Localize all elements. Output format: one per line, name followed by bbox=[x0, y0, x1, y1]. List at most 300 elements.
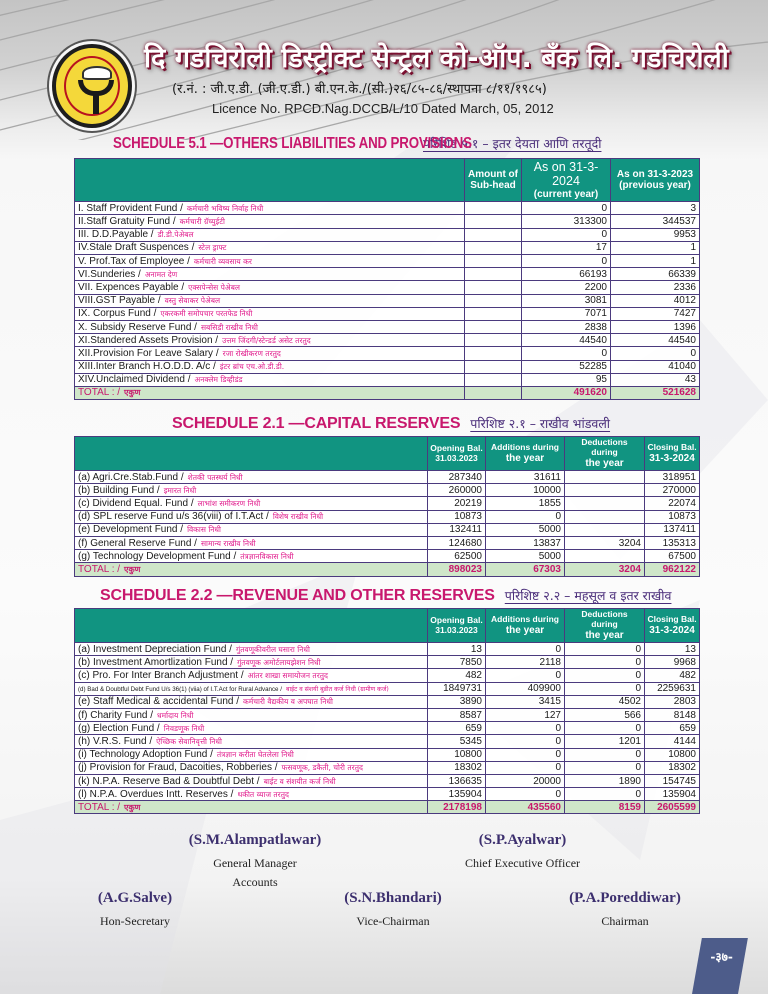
table-row bbox=[75, 255, 700, 268]
deductions-cell bbox=[565, 471, 645, 484]
previous-cell: 521628 bbox=[611, 386, 700, 399]
current-cell: 95 bbox=[522, 373, 611, 386]
page-number-tab bbox=[692, 938, 748, 994]
closing-cell: 659 bbox=[645, 722, 700, 735]
opening-cell: 2178198 bbox=[428, 801, 486, 814]
label-english: XII.Provision For Leave Salary / bbox=[78, 347, 219, 359]
closing-cell: 135313 bbox=[645, 536, 700, 549]
signatory-role: Vice-Chairman bbox=[356, 914, 430, 928]
closing-cell: 482 bbox=[645, 669, 700, 682]
column-header-opening-balance: Opening Bal. 31.03.2023 bbox=[428, 437, 486, 471]
closing-cell: 2605599 bbox=[645, 801, 700, 814]
closing-cell: 4144 bbox=[645, 735, 700, 748]
licence-text: Licence No. RPCD.Nag.DCCB/L/10 Dated March, 05, 2012 bbox=[212, 101, 554, 116]
label-marathi: विकास निधी bbox=[187, 525, 221, 535]
previous-cell: 1 bbox=[611, 241, 700, 254]
closing-cell: 13 bbox=[645, 643, 700, 656]
current-cell: 313300 bbox=[522, 215, 611, 228]
sub-cell bbox=[465, 228, 522, 241]
deductions-cell: 3204 bbox=[565, 536, 645, 549]
label-english: (d) Bad & Doubtful Debt Fund U/s 36(1) (viia) of I.T.Act for Rural Advance / bbox=[78, 686, 282, 694]
deductions-cell bbox=[565, 523, 645, 536]
signatory-name: (S.M.Alampatlawar) bbox=[188, 832, 322, 848]
label-english: (i) Technology Adoption Fund / bbox=[78, 749, 213, 761]
table-row bbox=[75, 656, 700, 669]
label-english: (f) Charity Fund / bbox=[78, 709, 154, 721]
total-row bbox=[75, 386, 700, 399]
additions-cell: 31611 bbox=[486, 471, 565, 484]
label-marathi: आंतर शाखा समायोजन तरतुद bbox=[247, 671, 329, 680]
total-row bbox=[75, 563, 700, 576]
label-marathi: शेतकी पतस्थर्य निधी bbox=[187, 472, 243, 482]
schedule-2-2-title-en: SCHEDULE 2.2 —REVENUE AND OTHER RESERVES bbox=[100, 587, 495, 604]
closing-cell: 9968 bbox=[645, 656, 700, 669]
particulars-cell bbox=[75, 761, 428, 774]
schedule-2-1-title-mr: परिशिष्ट २.१ – राखीव भांडवली bbox=[470, 416, 611, 431]
signatory-name: (A.G.Salve) bbox=[97, 890, 173, 906]
closing-cell: 18302 bbox=[645, 761, 700, 774]
label-marathi: रजा रोखीकरण तरतुद bbox=[222, 348, 281, 358]
label-english: (h) V.R.S. Fund / bbox=[78, 735, 153, 747]
previous-cell: 344537 bbox=[611, 215, 700, 228]
schedule-5-1-title-en: SCHEDULE 5.1 —OTHERS LIABILITIES AND PROVISIONS bbox=[113, 135, 472, 152]
page-number: -३७- bbox=[710, 950, 733, 964]
label-marathi: इमारत निधी bbox=[163, 485, 197, 495]
particulars-cell bbox=[75, 801, 428, 814]
label-english: IV.Stale Draft Suspences / bbox=[78, 242, 195, 254]
label-marathi: कर्मचारी वैद्यकीय व अपघात निधी bbox=[243, 697, 333, 707]
opening-cell: 260000 bbox=[428, 484, 486, 497]
closing-cell: 154745 bbox=[645, 774, 700, 787]
table-row bbox=[75, 708, 700, 721]
table-row bbox=[75, 536, 700, 549]
closing-cell: 137411 bbox=[645, 523, 700, 536]
opening-cell: 132411 bbox=[428, 523, 486, 536]
table-row bbox=[75, 294, 700, 307]
label-english: (g) Technology Development Fund / bbox=[78, 550, 237, 562]
registration-number: (र.नं. : जी.ए.डी. (जी.ए.डी.) बी.एन.के./(सी.)२६/८५-८६/स्थापना ८/११/१९८५) bbox=[172, 82, 547, 97]
opening-cell: 124680 bbox=[428, 536, 486, 549]
sub-cell bbox=[465, 373, 522, 386]
deductions-cell: 0 bbox=[565, 682, 645, 695]
table-row bbox=[75, 215, 700, 228]
particulars-cell bbox=[75, 360, 465, 373]
previous-cell: 1396 bbox=[611, 320, 700, 333]
current-cell: 2838 bbox=[522, 320, 611, 333]
additions-cell: 0 bbox=[486, 735, 565, 748]
label-english: VII. Expences Payable / bbox=[78, 281, 185, 293]
label-marathi: अनक्लेम डिव्हीडंड bbox=[194, 375, 243, 385]
label-english: XIII.Inter Branch H.O.D.D. A/c / bbox=[78, 361, 216, 373]
particulars-cell bbox=[75, 748, 428, 761]
table-row bbox=[75, 669, 700, 682]
label-marathi: तंत्रज्ञान करीता घेतलेला निधी bbox=[216, 750, 294, 760]
table-row bbox=[75, 748, 700, 761]
additions-cell: 10000 bbox=[486, 484, 565, 497]
opening-cell: 18302 bbox=[428, 761, 486, 774]
table-row bbox=[75, 735, 700, 748]
label-english: VIII.GST Payable / bbox=[78, 295, 161, 307]
label-english: (a) Investment Depreciation Fund / bbox=[78, 643, 232, 655]
sub-cell bbox=[465, 215, 522, 228]
closing-cell: 962122 bbox=[645, 563, 700, 576]
schedule-2-2-title bbox=[100, 587, 671, 605]
label-english: XI.Standered Assets Provision / bbox=[78, 334, 219, 346]
table-row bbox=[75, 774, 700, 787]
table-row bbox=[75, 788, 700, 801]
opening-cell: 8587 bbox=[428, 708, 486, 721]
label-marathi: कर्मचारी भविष्य निर्वाह निधी bbox=[186, 203, 264, 213]
current-cell: 17 bbox=[522, 241, 611, 254]
label-english: XIV.Unclaimed Dividend / bbox=[78, 374, 191, 386]
additions-cell: 0 bbox=[486, 669, 565, 682]
deductions-cell: 1201 bbox=[565, 735, 645, 748]
signature-vice-chairman bbox=[318, 890, 468, 931]
table-row bbox=[75, 373, 700, 386]
label-marathi: एक्सपेन्सेस पेअेबल bbox=[188, 282, 240, 292]
current-cell: 0 bbox=[522, 255, 611, 268]
table-row bbox=[75, 360, 700, 373]
deductions-cell: 0 bbox=[565, 669, 645, 682]
label-english: (a) Agri.Cre.Stab.Fund / bbox=[78, 471, 184, 483]
opening-cell: 482 bbox=[428, 669, 486, 682]
label-english: I. Staff Provident Fund / bbox=[78, 202, 183, 214]
particulars-cell bbox=[75, 708, 428, 721]
column-header-additions: Additions during the year bbox=[486, 437, 565, 471]
label-english: (d) SPL reserve Fund u/s 36(viii) of I.T.Act / bbox=[78, 511, 269, 523]
column-header-particulars bbox=[75, 159, 465, 202]
deductions-cell: 0 bbox=[565, 722, 645, 735]
label-marathi: विशेष राखीव निधी bbox=[272, 512, 324, 522]
table-header-row bbox=[75, 159, 700, 202]
opening-cell: 898023 bbox=[428, 563, 486, 576]
label-english: (b) Building Fund / bbox=[78, 484, 160, 496]
current-cell: 3081 bbox=[522, 294, 611, 307]
current-cell: 44540 bbox=[522, 334, 611, 347]
column-header-particulars bbox=[75, 609, 428, 643]
particulars-cell bbox=[75, 281, 465, 294]
particulars-cell bbox=[75, 563, 428, 576]
particulars-cell bbox=[75, 215, 465, 228]
additions-cell: 67303 bbox=[486, 563, 565, 576]
deductions-cell bbox=[565, 510, 645, 523]
label-marathi: निवडणूक निधी bbox=[163, 723, 205, 733]
particulars-cell bbox=[75, 788, 428, 801]
label-english: IX. Corpus Fund / bbox=[78, 308, 157, 320]
current-cell: 66193 bbox=[522, 268, 611, 281]
particulars-cell bbox=[75, 241, 465, 254]
signatory-name: (S.N.Bhandari) bbox=[344, 890, 442, 906]
table-row bbox=[75, 228, 700, 241]
previous-cell: 2336 bbox=[611, 281, 700, 294]
label-marathi: एकुण bbox=[124, 388, 141, 398]
previous-cell: 66339 bbox=[611, 268, 700, 281]
deductions-cell: 566 bbox=[565, 708, 645, 721]
label-english: TOTAL : / bbox=[78, 387, 121, 399]
table-row bbox=[75, 523, 700, 536]
additions-cell: 0 bbox=[486, 748, 565, 761]
label-english: (j) Provision for Fraud, Dacoities, Robberies / bbox=[78, 762, 278, 774]
particulars-cell bbox=[75, 497, 428, 510]
label-marathi: एकुण bbox=[124, 564, 141, 574]
label-marathi: तंत्रज्ञानविकास निधी bbox=[240, 551, 294, 561]
deductions-cell: 0 bbox=[565, 788, 645, 801]
sub-cell bbox=[465, 255, 522, 268]
additions-cell: 409900 bbox=[486, 682, 565, 695]
additions-cell: 3415 bbox=[486, 695, 565, 708]
column-header-additions: Additions during the year bbox=[486, 609, 565, 643]
label-english: (c) Dividend Equal. Fund / bbox=[78, 498, 194, 509]
deductions-cell: 0 bbox=[565, 643, 645, 656]
column-header-closing-balance: Closing Bal. 31-3-2024 bbox=[645, 437, 700, 471]
current-cell: 7071 bbox=[522, 307, 611, 320]
schedule-2-1-table bbox=[74, 436, 700, 577]
label-marathi: सबसिडी राखीव निधी bbox=[200, 322, 258, 332]
previous-cell: 41040 bbox=[611, 360, 700, 373]
deductions-cell: 0 bbox=[565, 748, 645, 761]
sub-cell bbox=[465, 294, 522, 307]
opening-cell: 3890 bbox=[428, 695, 486, 708]
sub-cell bbox=[465, 347, 522, 360]
current-cell: 0 bbox=[522, 202, 611, 215]
sub-cell bbox=[465, 320, 522, 333]
additions-cell: 0 bbox=[486, 510, 565, 523]
opening-cell: 1849731 bbox=[428, 682, 486, 695]
deductions-cell: 1890 bbox=[565, 774, 645, 787]
particulars-cell bbox=[75, 669, 428, 682]
previous-cell: 44540 bbox=[611, 334, 700, 347]
label-marathi: कर्मचारी व्यवसाय कर bbox=[193, 256, 252, 266]
particulars-cell bbox=[75, 510, 428, 523]
signatory-name: (S.P.Ayalwar) bbox=[478, 832, 567, 848]
particulars-cell bbox=[75, 550, 428, 563]
column-header-current-year: As on 31-3-2024 (current year) bbox=[522, 159, 611, 202]
sub-cell bbox=[465, 202, 522, 215]
schedule-5-1-title-mr: परिशिष्ट ५.१ – इतर देयता आणि तरतूदी bbox=[423, 136, 602, 151]
label-marathi: धर्मादाय निधी bbox=[157, 710, 194, 720]
deductions-cell: 3204 bbox=[565, 563, 645, 576]
opening-cell: 287340 bbox=[428, 471, 486, 484]
table-row bbox=[75, 695, 700, 708]
closing-cell: 270000 bbox=[645, 484, 700, 497]
table-row bbox=[75, 202, 700, 215]
label-english: (g) Election Fund / bbox=[78, 722, 160, 734]
previous-cell: 3 bbox=[611, 202, 700, 215]
table-row bbox=[75, 682, 700, 695]
particulars-cell bbox=[75, 268, 465, 281]
label-marathi: बाईट व संशयीत कर्ज निधी bbox=[263, 776, 336, 786]
table-row bbox=[75, 550, 700, 563]
table-row bbox=[75, 320, 700, 333]
sub-cell bbox=[465, 386, 522, 399]
label-marathi: इंटर ब्रांच एच.ओ.डी.डी. bbox=[219, 362, 285, 372]
additions-cell: 5000 bbox=[486, 550, 565, 563]
closing-cell: 22074 bbox=[645, 497, 700, 510]
particulars-cell bbox=[75, 307, 465, 320]
column-header-deductions: Deductions during the year bbox=[565, 609, 645, 643]
table-header-row bbox=[75, 437, 700, 471]
current-cell: 0 bbox=[522, 347, 611, 360]
schedule-2-2-title-mr: परिशिष्ट २.२ – महसूल व इतर राखीव bbox=[504, 588, 672, 603]
table-row bbox=[75, 497, 700, 510]
additions-cell: 20000 bbox=[486, 774, 565, 787]
label-english: (f) General Reserve Fund / bbox=[78, 537, 197, 549]
additions-cell: 0 bbox=[486, 643, 565, 656]
additions-cell: 5000 bbox=[486, 523, 565, 536]
table-row bbox=[75, 281, 700, 294]
label-english: V. Prof.Tax of Employee / bbox=[78, 255, 190, 267]
closing-cell: 10873 bbox=[645, 510, 700, 523]
label-marathi: गुंतवणूकीवरील घसारा निधी bbox=[235, 644, 310, 654]
column-header-amount-subhead: Amount of Sub-head bbox=[465, 159, 522, 202]
schedule-2-2-table bbox=[74, 608, 700, 814]
deductions-cell: 4502 bbox=[565, 695, 645, 708]
column-header-previous-year: As on 31-3-2023 (previous year) bbox=[611, 159, 700, 202]
closing-cell: 2259631 bbox=[645, 682, 700, 695]
particulars-cell bbox=[75, 682, 428, 695]
table-row bbox=[75, 241, 700, 254]
total-row bbox=[75, 801, 700, 814]
particulars-cell bbox=[75, 735, 428, 748]
table-row bbox=[75, 722, 700, 735]
label-english: (e) Staff Medical & accidental Fund / bbox=[78, 696, 240, 708]
signature-general-manager bbox=[170, 832, 340, 891]
current-cell: 491620 bbox=[522, 386, 611, 399]
particulars-cell bbox=[75, 643, 428, 656]
particulars-cell bbox=[75, 255, 465, 268]
column-header-particulars bbox=[75, 437, 428, 471]
label-marathi: अनामत देण bbox=[144, 269, 178, 279]
deductions-cell bbox=[565, 497, 645, 510]
current-cell: 52285 bbox=[522, 360, 611, 373]
particulars-cell bbox=[75, 774, 428, 787]
label-english: II.Staff Gratuity Fund / bbox=[78, 216, 176, 228]
label-english: III. D.D.Payable / bbox=[78, 229, 154, 241]
sub-cell bbox=[465, 268, 522, 281]
label-marathi: उत्तम जिंदगी/स्टेन्डर्ड असेट तरतुद bbox=[222, 335, 311, 345]
signatory-role: Chairman bbox=[601, 914, 649, 928]
signature-ceo bbox=[440, 832, 605, 873]
signatory-role: General Manager Accounts bbox=[213, 856, 297, 889]
previous-cell: 7427 bbox=[611, 307, 700, 320]
additions-cell: 1855 bbox=[486, 497, 565, 510]
additions-cell: 435560 bbox=[486, 801, 565, 814]
signature-chairman bbox=[540, 890, 710, 931]
label-marathi: वस्तु सेवाकर पेअेबल bbox=[164, 296, 221, 306]
opening-cell: 7850 bbox=[428, 656, 486, 669]
particulars-cell bbox=[75, 484, 428, 497]
particulars-cell bbox=[75, 536, 428, 549]
label-marathi: फसवणूक, डकैती, चोरी तरतुद bbox=[281, 763, 363, 773]
label-english: X. Subsidy Reserve Fund / bbox=[78, 321, 197, 333]
label-marathi: एकुण bbox=[124, 802, 141, 812]
label-marathi: सामान्य राखीव निधी bbox=[200, 538, 256, 548]
particulars-cell bbox=[75, 334, 465, 347]
opening-cell: 62500 bbox=[428, 550, 486, 563]
particulars-cell bbox=[75, 202, 465, 215]
opening-cell: 13 bbox=[428, 643, 486, 656]
label-english: TOTAL : / bbox=[78, 801, 121, 813]
logo-turban-icon bbox=[82, 66, 112, 80]
sub-cell bbox=[465, 360, 522, 373]
additions-cell: 2118 bbox=[486, 656, 565, 669]
label-english: TOTAL : / bbox=[78, 563, 121, 575]
particulars-cell bbox=[75, 320, 465, 333]
bank-title: दि गडचिरोली डिस्ट्रीक्ट सेन्ट्रल को-ऑप. बँक लि. गडचिरोली bbox=[144, 43, 729, 74]
opening-cell: 10800 bbox=[428, 748, 486, 761]
deductions-cell bbox=[565, 484, 645, 497]
label-english: VI.Sunderies / bbox=[78, 268, 141, 280]
particulars-cell bbox=[75, 228, 465, 241]
previous-cell: 1 bbox=[611, 255, 700, 268]
table-row bbox=[75, 347, 700, 360]
label-marathi: स्टेल ड्राफ्ट bbox=[198, 243, 227, 253]
table-row bbox=[75, 643, 700, 656]
opening-cell: 659 bbox=[428, 722, 486, 735]
particulars-cell bbox=[75, 386, 465, 399]
label-english: (k) N.P.A. Reserve Bad & Doubtful Debt / bbox=[78, 775, 260, 787]
label-marathi: कर्मचारी ग्रॅच्युईटी bbox=[179, 217, 225, 227]
schedule-2-1-title-en: SCHEDULE 2.1 —CAPITAL RESERVES bbox=[172, 415, 461, 432]
opening-cell: 20219 bbox=[428, 497, 486, 510]
table-row bbox=[75, 484, 700, 497]
table-row bbox=[75, 334, 700, 347]
sub-cell bbox=[465, 307, 522, 320]
closing-cell: 318951 bbox=[645, 471, 700, 484]
current-cell: 2200 bbox=[522, 281, 611, 294]
particulars-cell bbox=[75, 695, 428, 708]
deductions-cell bbox=[565, 550, 645, 563]
label-marathi: एकरकमी समोपचार परतफेड निधी bbox=[160, 309, 253, 319]
opening-cell: 136635 bbox=[428, 774, 486, 787]
label-english: (l) N.P.A. Overdues Intt. Reserves / bbox=[78, 788, 234, 800]
particulars-cell bbox=[75, 471, 428, 484]
closing-cell: 8148 bbox=[645, 708, 700, 721]
label-marathi: गुंतवणूक अमोर्टलायझेशन निधी bbox=[237, 657, 321, 667]
sub-cell bbox=[465, 241, 522, 254]
column-header-closing-balance: Closing Bal. 31-3-2024 bbox=[645, 609, 700, 643]
table-row bbox=[75, 307, 700, 320]
schedule-5-1-table bbox=[74, 158, 700, 400]
previous-cell: 4012 bbox=[611, 294, 700, 307]
previous-cell: 9953 bbox=[611, 228, 700, 241]
label-marathi: थकीत व्याज तरतुद bbox=[237, 789, 289, 799]
particulars-cell bbox=[75, 294, 465, 307]
label-english: (c) Pro. For Inter Branch Adjustment / bbox=[78, 670, 244, 681]
bank-logo bbox=[52, 44, 132, 128]
label-marathi: ऐच्छिक सेवानिवृत्ती निधी bbox=[156, 736, 222, 746]
table-row bbox=[75, 471, 700, 484]
opening-cell: 135904 bbox=[428, 788, 486, 801]
label-english: (e) Development Fund / bbox=[78, 524, 184, 536]
current-cell: 0 bbox=[522, 228, 611, 241]
column-header-opening-balance: Opening Bal. 31.03.2023 bbox=[428, 609, 486, 643]
column-header-deductions: Deductions during the year bbox=[565, 437, 645, 471]
additions-cell: 127 bbox=[486, 708, 565, 721]
label-english: (b) Investment Amortlization Fund / bbox=[78, 656, 234, 668]
previous-cell: 0 bbox=[611, 347, 700, 360]
table-header-row bbox=[75, 609, 700, 643]
previous-cell: 43 bbox=[611, 373, 700, 386]
closing-cell: 135904 bbox=[645, 788, 700, 801]
additions-cell: 0 bbox=[486, 761, 565, 774]
label-marathi: लाभांश समीकरण निधी bbox=[197, 499, 261, 508]
sub-cell bbox=[465, 281, 522, 294]
signature-hon-secretary bbox=[60, 890, 210, 931]
label-marathi: डी.डी.पेअेबल bbox=[157, 230, 194, 240]
signatory-name: (P.A.Poreddiwar) bbox=[569, 890, 681, 906]
particulars-cell bbox=[75, 373, 465, 386]
